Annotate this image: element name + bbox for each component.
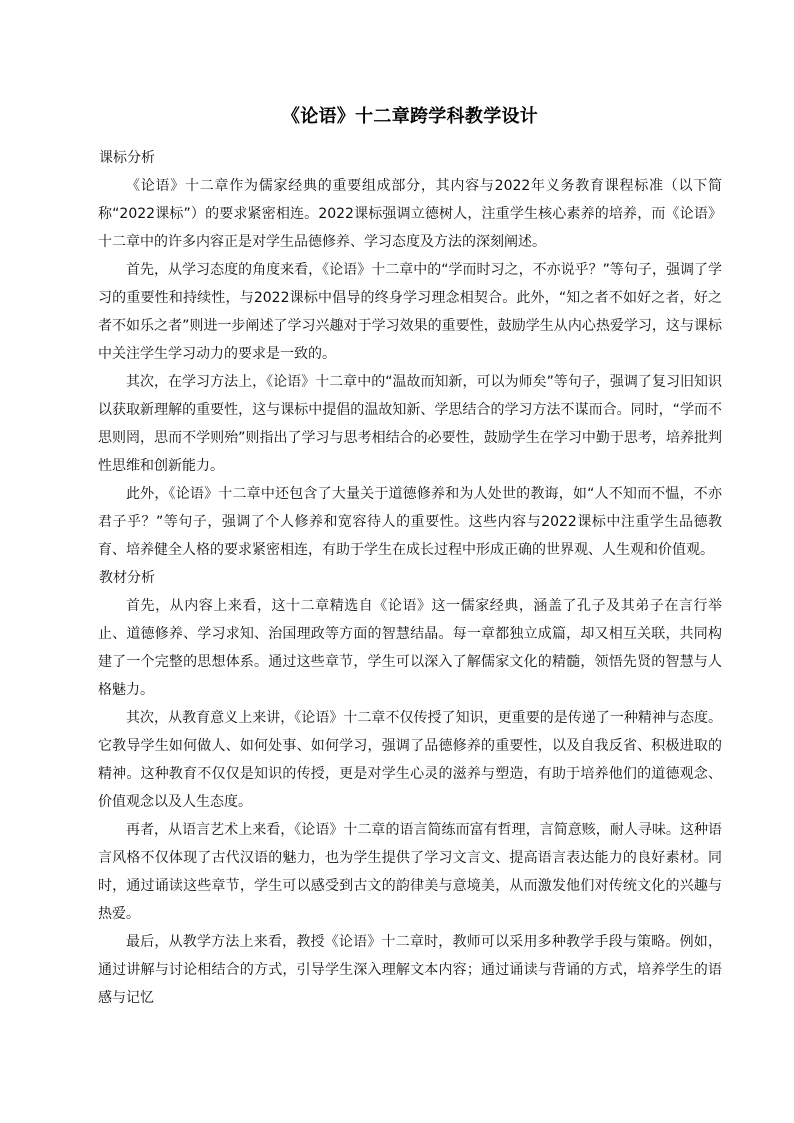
- paragraph: 其次，在学习方法上，《论语》十二章中的“温故而知新，可以为师矣”等句子，强调了复习旧知识以获取新理解的重要性，这与课标中提倡的温故知新、学思结合的学习方法不谋而合。同时，“学而不思则罔，思而不学则殆”则指出了学习与思考相结合的必要性，鼓励学生在学习中勤于思考，培养批判性思维和创新能力。: [98, 374, 722, 474]
- paragraph: 其次，从教育意义上来讲，《论语》十二章不仅传授了知识，更重要的是传递了一种精神与态度。它教导学生如何做人、如何处事、如何学习，强调了品德修养的重要性，以及自我反省、积极进取的精神。这种教育不仅仅是知识的传授，更是对学生心灵的滋养与塑造，有助于培养他们的道德观念、价值观念以及人生态度。: [98, 710, 722, 810]
- paragraph: 首先，从学习态度的角度来看，《论语》十二章中的“学而时习之，不亦说乎？”等句子，强调了学习的重要性和持续性，与2022课标中倡导的终身学习理念相契合。此外，“知之者不如好之者，好之者不如乐之者”则进一步阐述了学习兴趣对于学习效果的重要性，鼓励学生从内心热爱学习，这与课标中关注学生学习动力的要求是一致的。: [98, 262, 722, 362]
- paragraph: 此外，《论语》十二章中还包含了大量关于道德修养和为人处世的教诲，如“人不知而不愠，不亦君子乎？”等句子，强调了个人修养和宽容待人的重要性。这些内容与2022课标中注重学生品德教育、培养健全人格的要求紧密相连，有助于学生在成长过程中形成正确的世界观、人生观和价值观。: [98, 486, 722, 558]
- document-content: [98, 104, 722, 1012]
- paragraph: 再者，从语言艺术上来看，《论语》十二章的语言简练而富有哲理，言简意赅，耐人寻味。这种语言风格不仅体现了古代汉语的魅力，也为学生提供了学习文言文、提高语言表达能力的良好素材。同时，通过诵读这些章节，学生可以感受到古文的韵律美与意境美，从而激发他们对传统文化的兴趣与热爱。: [98, 822, 722, 922]
- paragraph: 《论语》十二章作为儒家经典的重要组成部分，其内容与2022年义务教育课程标准（以下简称“2022课标”）的要求紧密相连。2022课标强调立德树人，注重学生核心素养的培养，而《论语》十二章中的许多内容正是对学生品德修养、学习态度及方法的深刻阐述。: [98, 178, 722, 250]
- paragraph: 最后，从教学方法上来看，教授《论语》十二章时，教师可以采用多种教学手段与策略。例如，通过讲解与讨论相结合的方式，引导学生深入理解文本内容；通过诵读与背诵的方式，培养学生的语感与记忆: [98, 934, 722, 1006]
- paragraph: 首先，从内容上来看，这十二章精选自《论语》这一儒家经典，涵盖了孔子及其弟子在言行举止、道德修养、学习求知、治国理政等方面的智慧结晶。每一章都独立成篇，却又相互关联，共同构建了一个完整的思想体系。通过这些章节，学生可以深入了解儒家文化的精髓，领悟先贤的智慧与人格魅力。: [98, 598, 722, 698]
- section-heading-curriculum: 课标分析: [99, 150, 155, 166]
- document-title: 《论语》十二章跨学科教学设计: [281, 106, 539, 127]
- section-heading-textbook: 教材分析: [99, 570, 155, 586]
